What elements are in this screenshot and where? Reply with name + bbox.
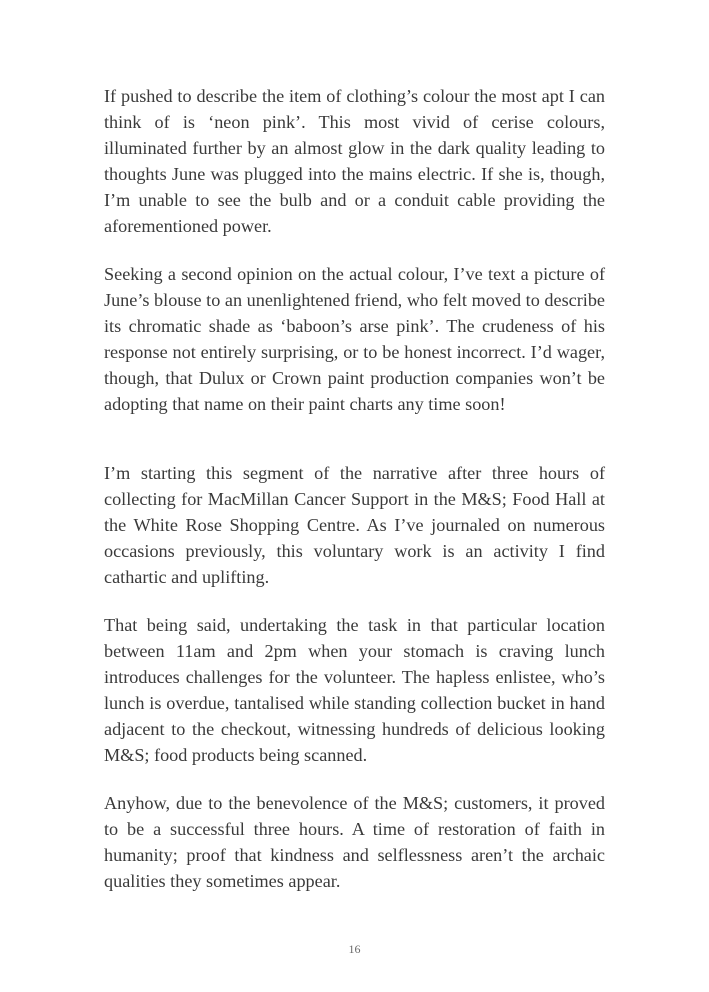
paragraph-5: Anyhow, due to the benevolence of the M&S; customers, it proved to be a successful three hours. A time of restoration of faith in humanity; proof that kindness and selflessness aren’t the archaic qualities they sometimes appear. [104,793,605,892]
page-number: 16 [348,942,361,956]
paragraph-1: If pushed to describe the item of clothing’s colour the most apt I can think of is ‘neon pink’. This most vivid of cerise colours, illuminated further by an almost glow in the dark quality leading to thoughts June was plugged into the mains electric. If she is, though, I’m unable to see the bulb and or a conduit cable providing the aforementioned power. [104,86,605,237]
paragraph-2: Seeking a second opinion on the actual colour, I’ve text a picture of June’s blouse to an unenlightened friend, who felt moved to describe its chromatic shade as ‘baboon’s arse pink’. The crudeness of his response not entirely surprising, or to be honest incorrect. I’d wager, though, that Dulux or Crown paint production companies won’t be adopting that name on their paint charts any time soon! [104,264,605,415]
paragraph-3: I’m starting this segment of the narrative after three hours of collecting for MacMillan Cancer Support in the M&S; Food Hall at the White Rose Shopping Centre. As I’ve journaled on numerous occasions previously, this voluntary work is an activity I find cathartic and uplifting. [104,463,605,588]
paragraph-4: That being said, undertaking the task in that particular location between 11am and 2pm when your stomach is craving lunch introduces challenges for the volunteer. The hapless enlistee, who’s lunch is overdue, tantalised while standing collection bucket in hand adjacent to the checkout, witnessing hundreds of delicious looking M&S; food products being scanned. [104,615,605,766]
